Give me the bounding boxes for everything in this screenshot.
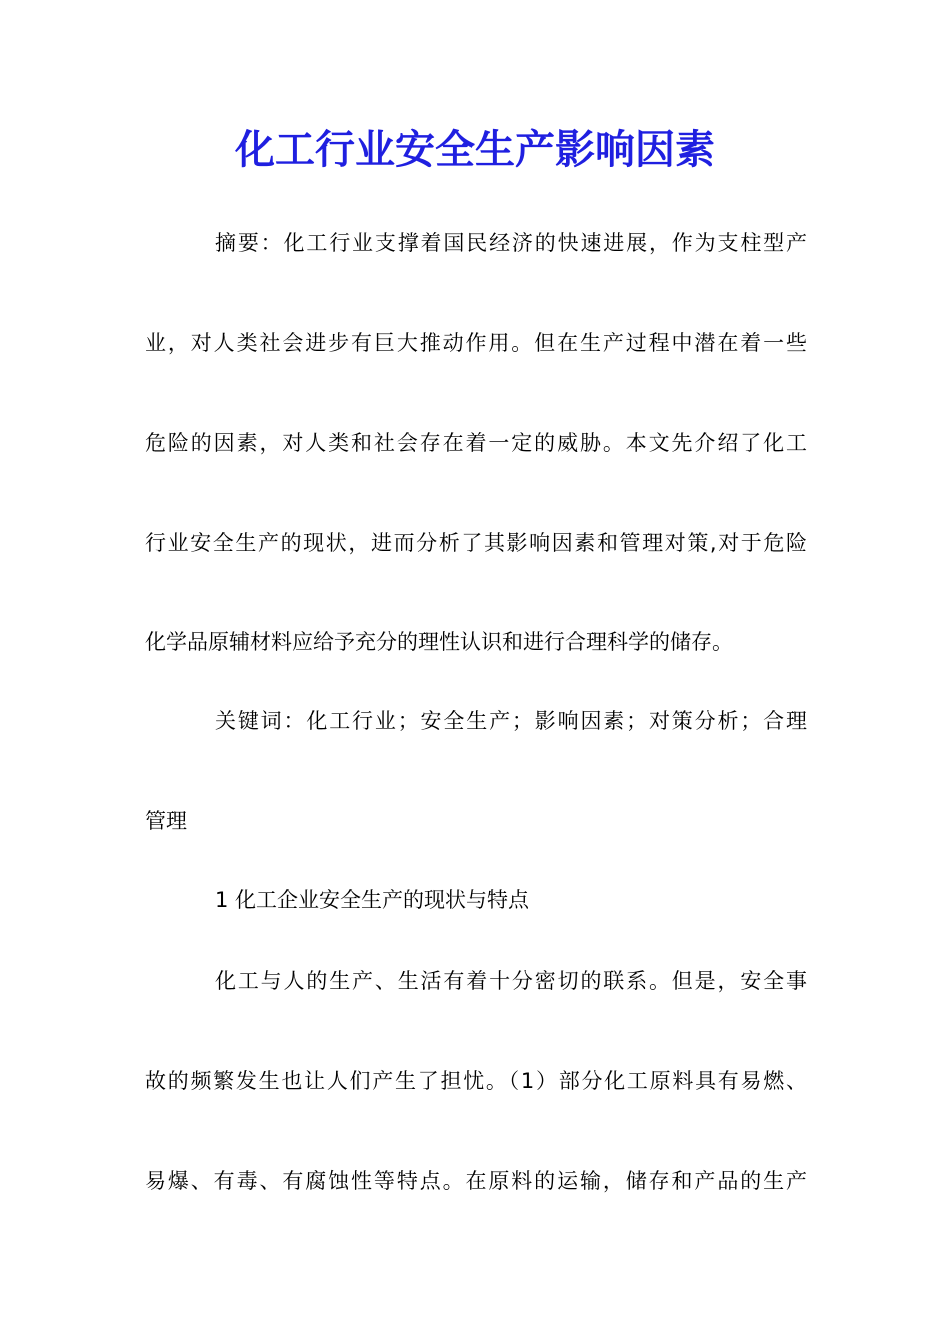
abstract-line-3: 危险的因素，对人类和社会存在着一定的威胁。本文先介绍了化工 (145, 431, 807, 455)
abstract-line-4: 行业安全生产的现状，进而分析了其影响因素和管理对策,对于危险 (145, 531, 807, 555)
body-line-3: 易爆、有毒、有腐蚀性等特点。在原料的运输，储存和产品的生产 (145, 1169, 807, 1193)
keywords-line-2: 管理 (145, 809, 187, 833)
document-title: 化工行业安全生产影响因素 (235, 126, 715, 173)
abstract-line-1: 摘要：化工行业支撑着国民经济的快速进展，作为支柱型产 (215, 231, 807, 255)
body-line-1: 化工与人的生产、生活有着十分密切的联系。但是，安全事 (215, 969, 807, 993)
body-line-2: 故的频繁发生也让人们产生了担忧。（1）部分化工原料具有易燃、 (145, 1069, 807, 1093)
abstract-line-5: 化学品原辅材料应给予充分的理性认识和进行合理科学的储存。 (145, 630, 733, 654)
abstract-line-2: 业，对人类社会进步有巨大推动作用。但在生产过程中潜在着一些 (145, 331, 807, 355)
keywords-line-1: 关键词：化工行业；安全生产；影响因素；对策分析；合理 (215, 709, 807, 733)
section-heading: 1 化工企业安全生产的现状与特点 (215, 888, 530, 912)
